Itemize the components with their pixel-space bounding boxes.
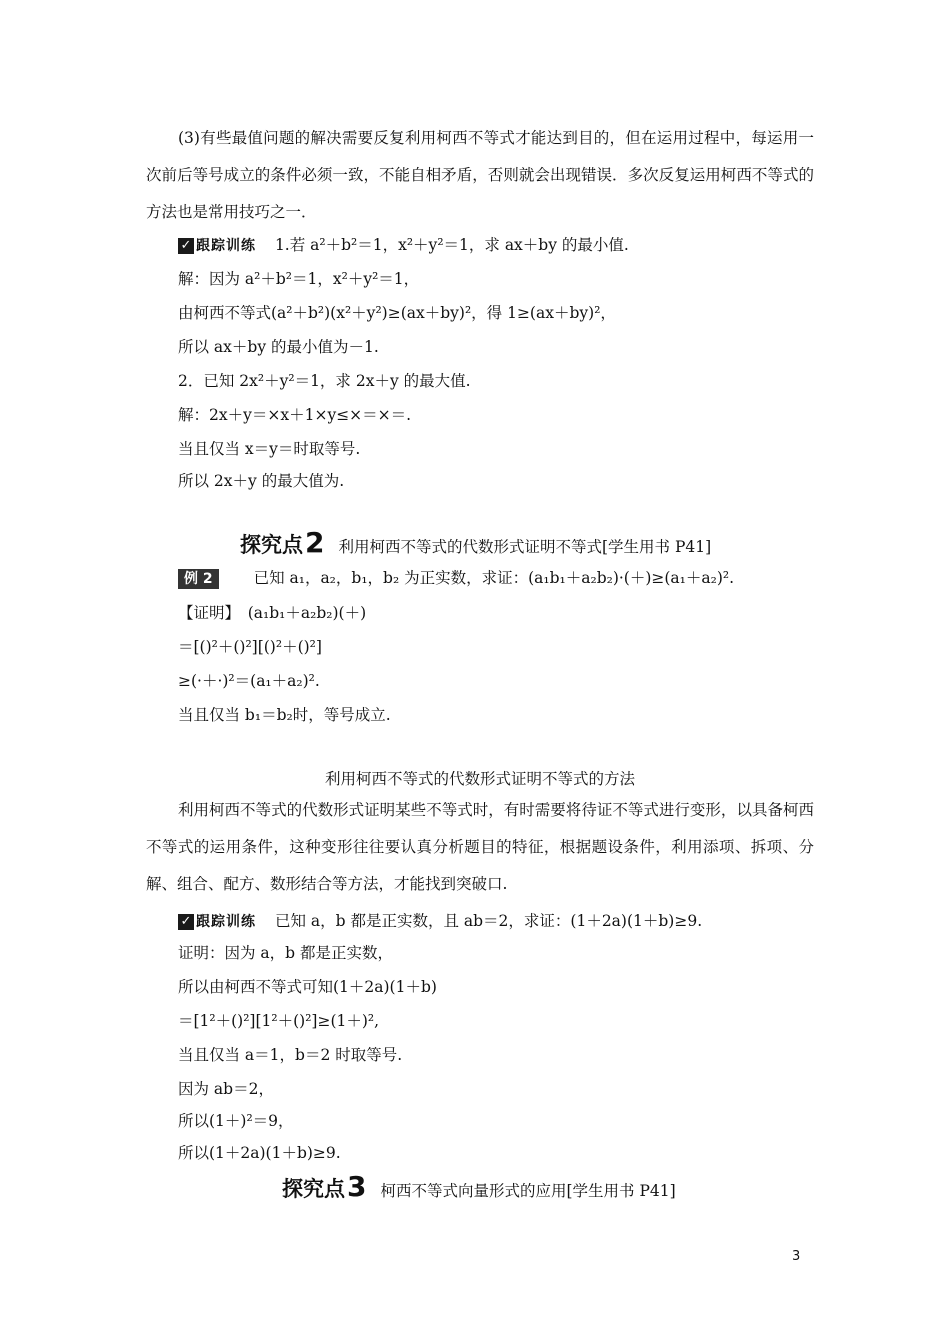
exercise-1-line-2: 由柯西不等式(a²＋b²)(x²＋y²)≥(ax＋by)²，得 1≥(ax＋by)²， [178, 304, 616, 322]
exercise-3-line-3: ＝[1²＋()²][1²＋()²]≥(1＋)², [178, 1012, 380, 1030]
example-2-question-line [178, 567, 734, 589]
section-2-number: 2 [305, 526, 325, 559]
example-badge: 例 2 [178, 569, 219, 589]
method-paragraph: 利用柯西不等式的代数形式证明某些不等式时，有时需要将待证不等式进行变形，以具备柯西不等式的运用条件，这种变形往往要认真分析题目的特征，根据题设条件，利用添项、拆项、分解、组合、配方、数形结合等方法，才能找到突破口. [146, 801, 814, 893]
exercise-2-line-3: 所以 2x＋y 的最大值为. [178, 472, 345, 490]
exercise-3-question-line [178, 910, 702, 933]
exercise-2-line-1: 解：2x＋y＝×x＋1×y≤×＝×＝. [178, 406, 412, 424]
exercise-1-line-1: 解：因为 a²＋b²＝1，x²＋y²＝1， [178, 270, 420, 288]
exercise-2-line-2: 当且仅当 x＝y＝时取等号. [178, 440, 361, 458]
check-icon: ✓ [178, 914, 194, 930]
section-3-title: 探究点 [282, 1177, 345, 1201]
exercise-3-line-6: 所以(1＋)²＝9， [178, 1112, 294, 1130]
exercise-3-line-7: 所以(1＋2a)(1＋b)≥9. [178, 1144, 341, 1162]
exercise-1-line-3: 所以 ax＋by 的最小值为－1. [178, 338, 379, 356]
exercise-3-line-4: 当且仅当 a＝1，b＝2 时取等号. [178, 1046, 403, 1064]
example-2-proof-line-1: 【证明】 (a₁b₁＋a₂b₂)(＋) [178, 604, 367, 622]
exercise-2-question: 2．已知 2x²＋y²＝1，求 2x＋y 的最大值. [178, 372, 471, 390]
section-3-heading [282, 1170, 676, 1203]
example-2-proof-line-4: 当且仅当 b₁＝b₂时，等号成立. [178, 706, 391, 724]
page-number: 3 [792, 1249, 801, 1264]
section-2-subtitle: 利用柯西不等式的代数形式证明不等式[学生用书 P41] [338, 538, 712, 556]
section-3-subtitle: 柯西不等式向量形式的应用[学生用书 P41] [380, 1182, 676, 1200]
follow-up-badge: ✓ 跟踪训练 [178, 235, 256, 257]
section-2-heading [240, 526, 711, 559]
example-2-proof-line-2: ＝[()²＋()²][()²＋()²] [178, 638, 322, 656]
method-heading: 利用柯西不等式的代数形式证明不等式的方法 [324, 770, 635, 788]
example-2-proof-line-3: ≥(·＋·)²＝(a₁＋a₂)². [178, 672, 320, 690]
example-2-question: 已知 a₁，a₂，b₁，b₂ 为正实数，求证：(a₁b₁＋a₂b₂)·(＋)≥(a₁＋a₂)². [253, 569, 735, 587]
section-3-number: 3 [347, 1170, 367, 1203]
exercise-1-question: 1.若 a²＋b²＝1，x²＋y²＝1，求 ax＋by 的最小值. [274, 236, 629, 254]
intro-paragraph: (3)有些最值问题的解决需要反复利用柯西不等式才能达到目的，但在运用过程中，每运用一次前后等号成立的条件必须一致，不能自相矛盾，否则就会出现错误．多次反复运用柯西不等式的方法也是常用技巧之一． [146, 129, 814, 221]
exercise-3-line-1: 证明：因为 a，b 都是正实数， [178, 944, 394, 962]
check-icon: ✓ [178, 238, 194, 254]
exercise-1-question-line [178, 234, 629, 257]
exercise-3-question: 已知 a，b 都是正实数，且 ab＝2，求证：(1＋2a)(1＋b)≥9. [274, 912, 703, 930]
section-2-title: 探究点 [240, 533, 303, 557]
exercise-3-line-5: 因为 ab＝2， [178, 1080, 274, 1098]
exercise-3-line-2: 所以由柯西不等式可知(1＋2a)(1＋b) [178, 978, 437, 996]
follow-up-badge: ✓ 跟踪训练 [178, 911, 256, 933]
